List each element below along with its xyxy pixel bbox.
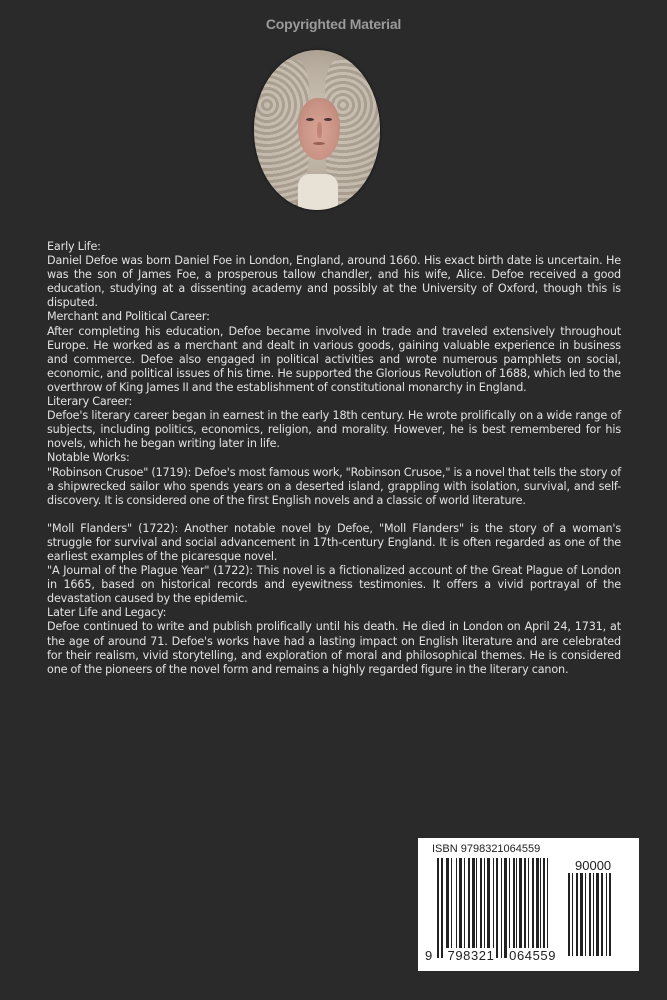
isbn-barcode <box>418 838 639 971</box>
author-portrait <box>254 50 380 210</box>
paragraph-literary-career: Defoe's literary career began in earnest in the early 18th century. He wrote prolifically on a wide range of subjects, including politics, economics, religion, and morality. However, he is best remembered for his novels, which he began writing later in life. <box>47 409 621 451</box>
copyright-notice: Copyrighted Material <box>265 16 402 32</box>
paragraph-later-life: Defoe continued to write and publish prolifically until his death. He died in London on April 24, 1731, at the age of around 71. Defoe's works have had a lasting impact on English literature and are celebrated for their realism, vivid storytelling, and exploration of moral and philosophical themes. He is considered one of the pioneers of the novel form and remains a highly regarded figure in the literary canon. <box>47 620 621 676</box>
section-heading-merchant-career: Merchant and Political Career: <box>47 310 210 324</box>
portrait-cravat <box>298 174 338 210</box>
paragraph-robinson-crusoe: "Robinson Crusoe" (1719): Defoe's most famous work, "Robinson Crusoe," is a novel that tells the story of a shipwrecked sailor who spends years on a deserted island, grappling with isolation, survival, and self-discovery. It is considered one of the first English novels and a classic of world literature. <box>47 465 621 507</box>
portrait-mouth <box>313 142 325 145</box>
paragraph-moll-flanders: "Moll Flanders" (1722): Another notable novel by Defoe, "Moll Flanders" is the story of a woman's struggle for survival and social advancement in 17th-century England. It is often regarded as one of the earliest examples of the picaresque novel. <box>47 521 621 563</box>
paragraph-gap <box>47 508 621 522</box>
portrait-nose <box>317 122 322 138</box>
biography-text <box>47 240 621 677</box>
paragraph-merchant-career: After completing his education, Defoe became involved in trade and traveled extensively throughout Europe. He worked as a merchant and dealt in various goods, gaining valuable experience in business and commerce. Defoe also engaged in political activities and wrote numerous pamphlets on social, economic, and political issues of his time. He supported the Glorious Revolution of 1688, which led to the overthrow of King James II and the establishment of constitutional monarchy in England. <box>47 324 621 394</box>
barcode-bars-addon <box>566 873 626 956</box>
isbn-digit-group2: 064559 <box>509 948 557 963</box>
isbn-digits <box>424 948 557 963</box>
section-heading-early-life: Early Life: <box>47 240 101 253</box>
isbn-label: ISBN 9798321064559 <box>432 843 541 855</box>
barcode-bars-main <box>437 858 573 958</box>
paragraph-early-life: Daniel Defoe was born Daniel Foe in London, England, around 1660. His exact birth date is uncertain. He was the son of James Foe, a prosperous tallow chandler, and his wife, Alice. Defoe received a good education, studying at a dissenting academy and possibly at the University of Oxford, though this is disputed. <box>47 254 621 310</box>
section-heading-later-life: Later Life and Legacy: <box>47 606 167 620</box>
section-heading-literary-career: Literary Career: <box>47 395 133 409</box>
portrait-eye-left <box>306 118 314 121</box>
paragraph-plague-year: "A Journal of the Plague Year" (1722): This novel is a fictionalized account of the Great Plague of London in 1665, based on historical records and eyewitness testimonies. It offers a vivid portrayal of the devastation caused by the epidemic. <box>47 564 621 606</box>
isbn-digit-group1: 798321 <box>447 948 495 963</box>
portrait-eye-right <box>324 118 332 121</box>
isbn-digit-prefix: 9 <box>425 948 433 963</box>
section-heading-notable-works: Notable Works: <box>47 451 130 465</box>
price-code: 90000 <box>575 858 612 873</box>
portrait-face <box>298 98 340 160</box>
